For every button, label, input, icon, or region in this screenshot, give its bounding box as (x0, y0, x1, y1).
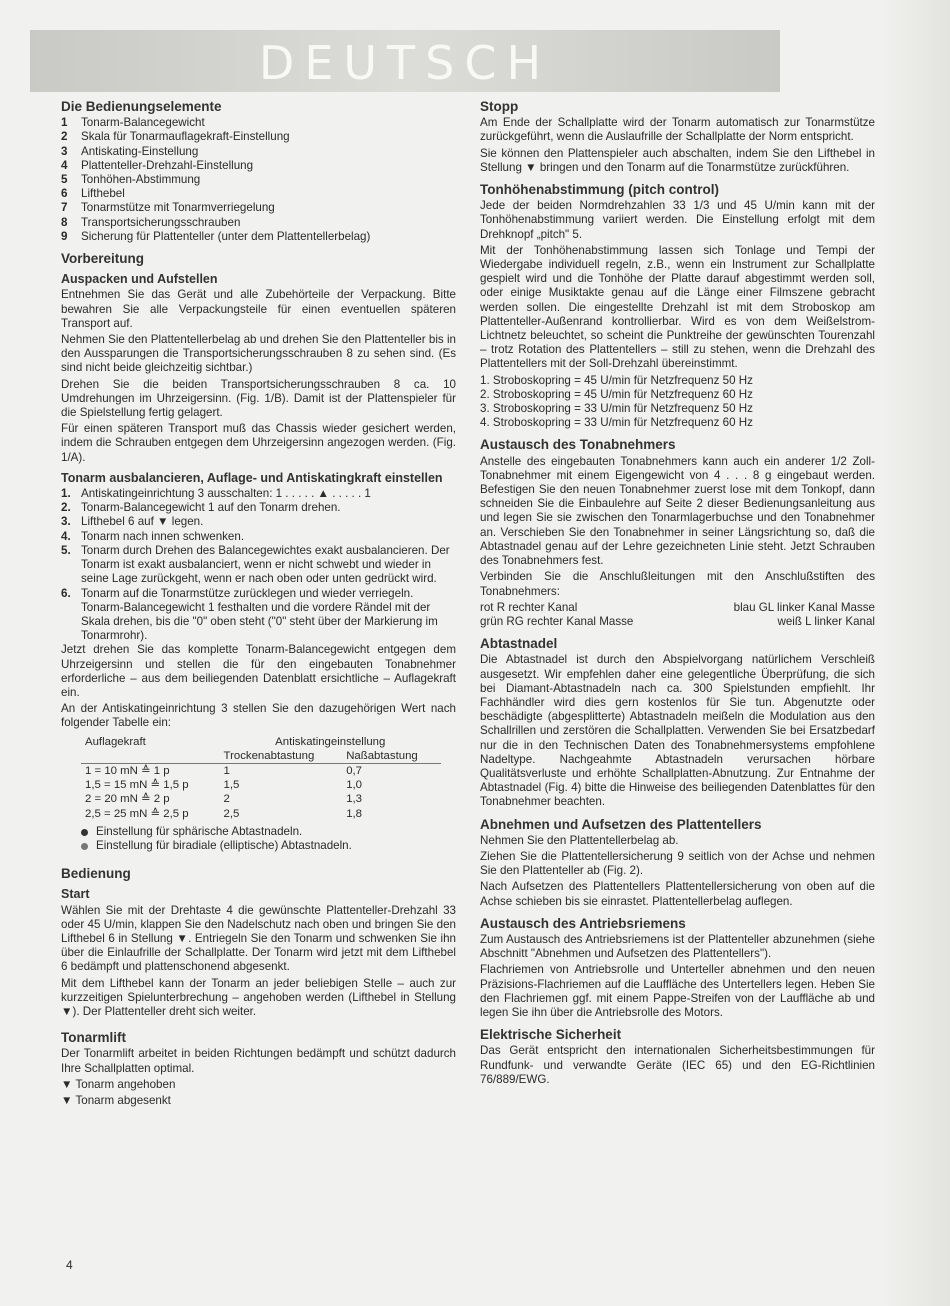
table-header: Auflagekraft (85, 735, 146, 748)
page-edge-shade (880, 0, 950, 1306)
pitch-paragraph: Mit der Tonhöhenabstimmung lassen sich Tonlage und Tempi der Wiedergabe individuell regeln, z.B., wenn ein Instrument zur Schallplatte gespielt wird und die Tonhöhe der Platte darauf abgestimmt werden soll, oder einige Musiktakte genau auf die Länge einer Filmszene gebracht werden sollen. Die eingestellte Drehzahl ist mit dem Stroboskop am Plattenteller-Außenrand kontrollierbar. Wird es von dem Weißelstrom-Lichtnetz beleuchtet, so scheint die Punktreihe der gewünschten Tourenzahl – trotz Rotation des Plattentellers – still zu stehen, wenn die Drehzahl des Plattentellers mit der Soll-Drehzahl übereinstimmt. (480, 243, 875, 371)
control-item (61, 216, 456, 230)
table-row (81, 792, 441, 806)
start-heading: Start (61, 887, 90, 902)
strobo-list (480, 374, 875, 431)
wire-row: grün RG rechter Kanal Masse weiß L linker Kanal (480, 614, 875, 628)
item-text: Sicherung für Plattenteller (unter dem Plattentellerbelag) (81, 229, 371, 243)
tonearm-heading: Tonarm ausbalancieren, Auflage- und Antiskatingkraft einstellen (61, 470, 443, 485)
stop-paragraph: Am Ende der Schallplatte wird der Tonarm automatisch zur Tonarmstütze zurückgeführt, wenn die Auslaufrille der Schallplatte der Norm entspricht. (480, 116, 875, 144)
control-item (61, 173, 456, 187)
strobo-item: 3. Stroboskopring = 33 U/min für Netzfrequenz 50 Hz (480, 402, 753, 416)
right-column (480, 92, 875, 1089)
pitch-paragraph: Jede der beiden Normdrehzahlen 33 1/3 und 45 U/min kann mit der Tonhöhenabstimmung variiert werden. Die Einstellung erfolgt mit dem Drehknopf „pitch" 5. (480, 199, 875, 241)
controls-heading: Die Bedienungselemente (61, 99, 222, 114)
unpack-paragraph: Nehmen Sie den Plattentellerbelag ab und drehen Sie den Plattenteller bis in den Aussparungen die Transportsicherungsschrauben 8 zu sehen sind. (Es sind nicht beide gleichzeitig sichtbar.) (61, 333, 456, 375)
item-text: Tonarm-Balancegewicht 1 auf den Tonarm drehen. (81, 501, 341, 515)
item-number: 3. (61, 515, 71, 529)
tonearm-paragraph: Jetzt drehen Sie das komplette Tonarm-Balancegewicht entgegen dem Uhrzeigersinn und stellen die für den eingebauten Tonabnehmer erforderliche – aus dem beiliegenden Datenblatt ersichtliche – Auflagekraft ein. (61, 643, 456, 699)
item-text: Plattenteller-Drehzahl-Einstellung (81, 158, 254, 172)
table-cell: 1,0 (346, 779, 363, 792)
control-item (61, 145, 456, 159)
table-cell: 1,5 = 15 mN ≙ 1,5 p (85, 779, 189, 792)
strobo-item: 2. Stroboskopring = 45 U/min für Netzfrequenz 60 Hz (480, 387, 753, 401)
item-number: 4 (61, 158, 68, 172)
control-item (61, 201, 456, 215)
item-text: Lifthebel (81, 187, 125, 201)
tonearm-step (61, 544, 456, 587)
prep-heading: Vorbereitung (61, 251, 145, 267)
start-paragraph: Wählen Sie mit der Drehtaste 4 die gewünschte Plattenteller-Drehzahl 33 oder 45 U/min, klappen Sie den Nadelschutz nach oben und bringen Sie den Lifthebel 6 in Stellung ▼. Entriegeln Sie den Tonarm und schwenken Sie ihn über die Einlaufrille der Schallplatte. Der Tonarm wird jetzt mit dem Lifthebel 6 bedämpft und plattenschonend abgesenkt. (61, 903, 456, 974)
table-row (81, 763, 441, 778)
table-cell: 1 = 10 mN ≙ 1 p (85, 764, 170, 777)
item-number: 6. (61, 586, 71, 600)
antiskating-table (81, 735, 441, 821)
table-row (81, 778, 441, 792)
item-text: Antiskatingeinrichtung 3 ausschalten: 1 . . . . . ▲ . . . . . 1 (81, 487, 371, 501)
item-text: Tonarm auf die Tonarmstütze zurücklegen und wieder verriegeln. Tonarm-Balancegewicht 1 festhalten und die vordere Rändel mit der Skala drehen, bis die "0" oben steht ("0" steht über der Markierung im Tonarmrohr). (81, 586, 438, 643)
stylus-heading: Abtastnadel (480, 636, 558, 652)
left-column (61, 92, 456, 1110)
table-cell: 1,8 (346, 807, 363, 820)
bullet-icon (81, 843, 88, 850)
tonearm-step (61, 530, 456, 544)
platter-paragraph: Ziehen Sie die Plattentellersicherung 9 seitlich von der Achse und nehmen Sie den Plattenteller ab (Fig. 2). (480, 849, 875, 878)
lift-heading: Tonarmlift (61, 1030, 126, 1046)
tonearm-step (61, 501, 456, 515)
item-text: Tonarm nach innen schwenken. (81, 529, 245, 543)
item-text: Lifthebel 6 auf ▼ legen. (81, 515, 204, 529)
table-row (81, 807, 441, 821)
item-number: 1 (61, 116, 68, 130)
tonearm-step (61, 587, 456, 644)
item-number: 5 (61, 173, 68, 187)
table-cell: 2 (223, 793, 230, 806)
safety-heading: Elektrische Sicherheit (480, 1027, 622, 1043)
item-number: 7 (61, 201, 68, 215)
platter-heading: Abnehmen und Aufsetzen des Plattentellers (480, 816, 762, 832)
control-item (61, 230, 456, 244)
table-cell: 1 (223, 764, 230, 777)
control-item (61, 116, 456, 130)
table-cell: 2 = 20 mN ≙ 2 p (85, 793, 170, 806)
tonearm-step (61, 515, 456, 529)
start-paragraph: Mit dem Lifthebel kann der Tonarm an jeder beliebigen Stelle – auch zur kurzzeitigen Spielunterbrechung – angehoben werden (Lifthebel in Stellung ▼). Der Plattenteller dreht sich weiter. (61, 976, 456, 1018)
safety-paragraph: Das Gerät entspricht den internationalen Sicherheitsbestimmungen für Rundfunk- und verwandte Geräte (IEC 65) und den EG-Richtlinien 76/889/EWG. (480, 1044, 875, 1086)
item-number: 5. (61, 543, 71, 557)
item-text: Antiskating-Einstellung (81, 144, 199, 158)
control-item (61, 187, 456, 201)
item-number: 6 (61, 187, 68, 201)
lift-up-label: ▼ Tonarm angehoben (61, 1077, 176, 1091)
belt-paragraph: Zum Austausch des Antriebsriemens ist der Plattenteller abzunehmen (siehe Abschnitt "Abnehmen und Aufsetzen des Plattentellers"). (480, 932, 875, 961)
table-subheader: Naßabtastung (342, 749, 441, 764)
table-subheader: Trockenabtastung (220, 749, 343, 764)
table-cell: 1,5 (223, 779, 240, 792)
item-text: Transportsicherungsschrauben (81, 215, 241, 229)
strobo-item: 1. Stroboskopring = 45 U/min für Netzfrequenz 50 Hz (480, 373, 753, 387)
item-number: 2. (61, 501, 71, 515)
note-spherical: Einstellung für sphärische Abtastnadeln. (81, 825, 456, 839)
item-text: Tonhöhen-Abstimmung (81, 173, 201, 187)
lift-down-label: ▼ Tonarm abgesenkt (61, 1094, 171, 1107)
page-title: DEUTSCH (258, 36, 552, 90)
belt-heading: Austausch des Antriebsriemens (480, 915, 686, 931)
unpack-paragraph: Für einen späteren Transport muß das Chassis wieder gesichert werden, indem die Schrauben entgegen dem Uhrzeigersinn angezogen werden. (Fig. 1/A). (61, 422, 456, 464)
title-banner (30, 30, 780, 92)
item-number: 1. (61, 487, 71, 501)
cartridge-paragraph: Verbinden Sie die Anschlußleitungen mit den Anschlußstiften des Tonabnehmers: (480, 570, 875, 598)
pitch-heading: Tonhöhenabstimmung (pitch control) (480, 182, 719, 198)
item-number: 4. (61, 529, 71, 543)
note-biradial: Einstellung für biradiale (elliptische) Abtastnadeln. (81, 839, 456, 853)
item-text: Tonarm-Balancegewicht (81, 116, 205, 130)
item-text: Tonarmstütze mit Tonarmverriegelung (81, 201, 275, 215)
item-number: 2 (61, 130, 68, 144)
page-number: 4 (66, 1258, 73, 1272)
table-cell: 0,7 (346, 764, 363, 777)
belt-paragraph: Flachriemen von Antriebsrolle und Unterteller abnehmen und den neuen Präzisions-Flachriemen auf die Lauffläche des Untertellers legen. Heben Sie den Flachriemen ggf. mit einem Pappe-Streifen von der Lauffläche ab und legen Sie ihn über die Antriebsrolle des Motors. (480, 963, 875, 1019)
item-number: 8 (61, 215, 68, 229)
item-number: 9 (61, 229, 68, 243)
platter-paragraph: Nehmen Sie den Plattentellerbelag ab. (480, 833, 679, 847)
bullet-icon (81, 829, 88, 836)
tonearm-step (61, 487, 456, 501)
table-cell: 2,5 (223, 807, 240, 820)
stop-heading: Stopp (480, 99, 519, 114)
operation-heading: Bedienung (61, 866, 131, 882)
cartridge-heading: Austausch des Tonabnehmers (480, 437, 676, 453)
item-text: Tonarm durch Drehen des Balancegewichtes exakt ausbalancieren. Der Tonarm ist exakt ausbalanciert, wenn er nicht schwebt und wieder in seine Lage zurückgeht, wenn er nach oben oder unten gedrückt wird. (81, 543, 450, 586)
tonearm-paragraph: An der Antiskatingeinrichtung 3 stellen Sie den dazugehörigen Wert nach folgender Tabelle ein: (61, 702, 456, 730)
unpack-heading: Auspacken und Aufstellen (61, 272, 218, 287)
stylus-paragraph: Die Abtastnadel ist durch den Abspielvorgang natürlichem Verschleiß ausgesetzt. Wir empfehlen daher eine gelegentliche Überprüfung, die sich bei Diamant-Abtastnadeln nach ca. 300 Spielstunden empfiehlt. Ihr Fachhändler wird dies gern kostenlos für Sie tun. Abgenutzte oder beschädigte (abgesplitterte) Abtastnadeln meißeln die Modulation aus den Schallrillen und zerstören die Schallplatten. Verwenden Sie bei Ersatzbedarf nur die in den Technischen Daten des Tonabnehmersystems empfohlene Nadeltype. Nachgeahmte Abtastnadeln verursachen hörbare Qualitätsverluste und erhöhte Schallplatten-Abnutzung. Zur Entnahme der Abtastnadel (Fig. 4) bitte die Hinweise des beiliegenden Datenblattes für den Tonabnehmer beachten. (480, 653, 875, 809)
item-number: 3 (61, 144, 68, 158)
control-item (61, 159, 456, 173)
lift-paragraph: Der Tonarmlift arbeitet in beiden Richtungen bedämpft und schützt dadurch Ihre Schallplatten optimal. (61, 1047, 456, 1075)
cartridge-paragraph: Anstelle des eingebauten Tonabnehmers kann auch ein anderer 1/2 Zoll-Tonabnehmer mit einem Eigengewicht von 4 . . . 8 g eingebaut werden. Befestigen Sie den neuen Tonabnehmer zuerst lose mit dem Tonkopf, dann schneiden Sie die Einbaulehre auf Seite 2 dieser Bedienungsanleitung aus und legen Sie sie zwischen den Tonarmlagerbuchse und den Tonabnehmer an. Verschieben Sie den Tonabnehmer in seiner Längsrichtung so, daß die Abtastnadel genau auf der Lehre gezeichneten Linie steht. Jetzt Schrauben des Tonabnehmers fest. (480, 454, 875, 568)
stop-paragraph: Sie können den Plattenspieler auch abschalten, indem Sie den Lifthebel in Stellung ▼ bringen und den Tonarm auf die Tonarmstütze zurückführen. (480, 146, 875, 174)
unpack-paragraph: Entnehmen Sie das Gerät und alle Zubehörteile der Verpackung. Bitte bewahren Sie alle Verpackungsteile für einen eventuellen späteren Transport auf. (61, 288, 456, 330)
unpack-paragraph: Drehen Sie die beiden Transportsicherungsschrauben 8 ca. 10 Umdrehungen im Uhrzeigersinn. (Fig. 1/B). Damit ist der Plattenspieler für die Spielstellung fertig gelagert. (61, 377, 456, 420)
wire-row: rot R rechter Kanal blau GL linker Kanal Masse (480, 600, 875, 614)
table-cell: 1,3 (346, 793, 363, 806)
platter-paragraph: Nach Aufsetzen des Plattentellers Plattentellersicherung von oben auf die Achse schieben bis sie einrastet. Plattentellerbelag auflegen. (480, 880, 875, 908)
tonearm-steps (61, 487, 456, 643)
item-text: Skala für Tonarmauflagekraft-Einstellung (81, 130, 290, 144)
strobo-item: 4. Stroboskopring = 33 U/min für Netzfrequenz 60 Hz (480, 416, 753, 430)
table-cell: 2,5 = 25 mN ≙ 2,5 p (85, 807, 189, 820)
control-item (61, 130, 456, 144)
controls-list (61, 116, 456, 244)
table-header: Antiskatingeinstellung (275, 735, 386, 748)
